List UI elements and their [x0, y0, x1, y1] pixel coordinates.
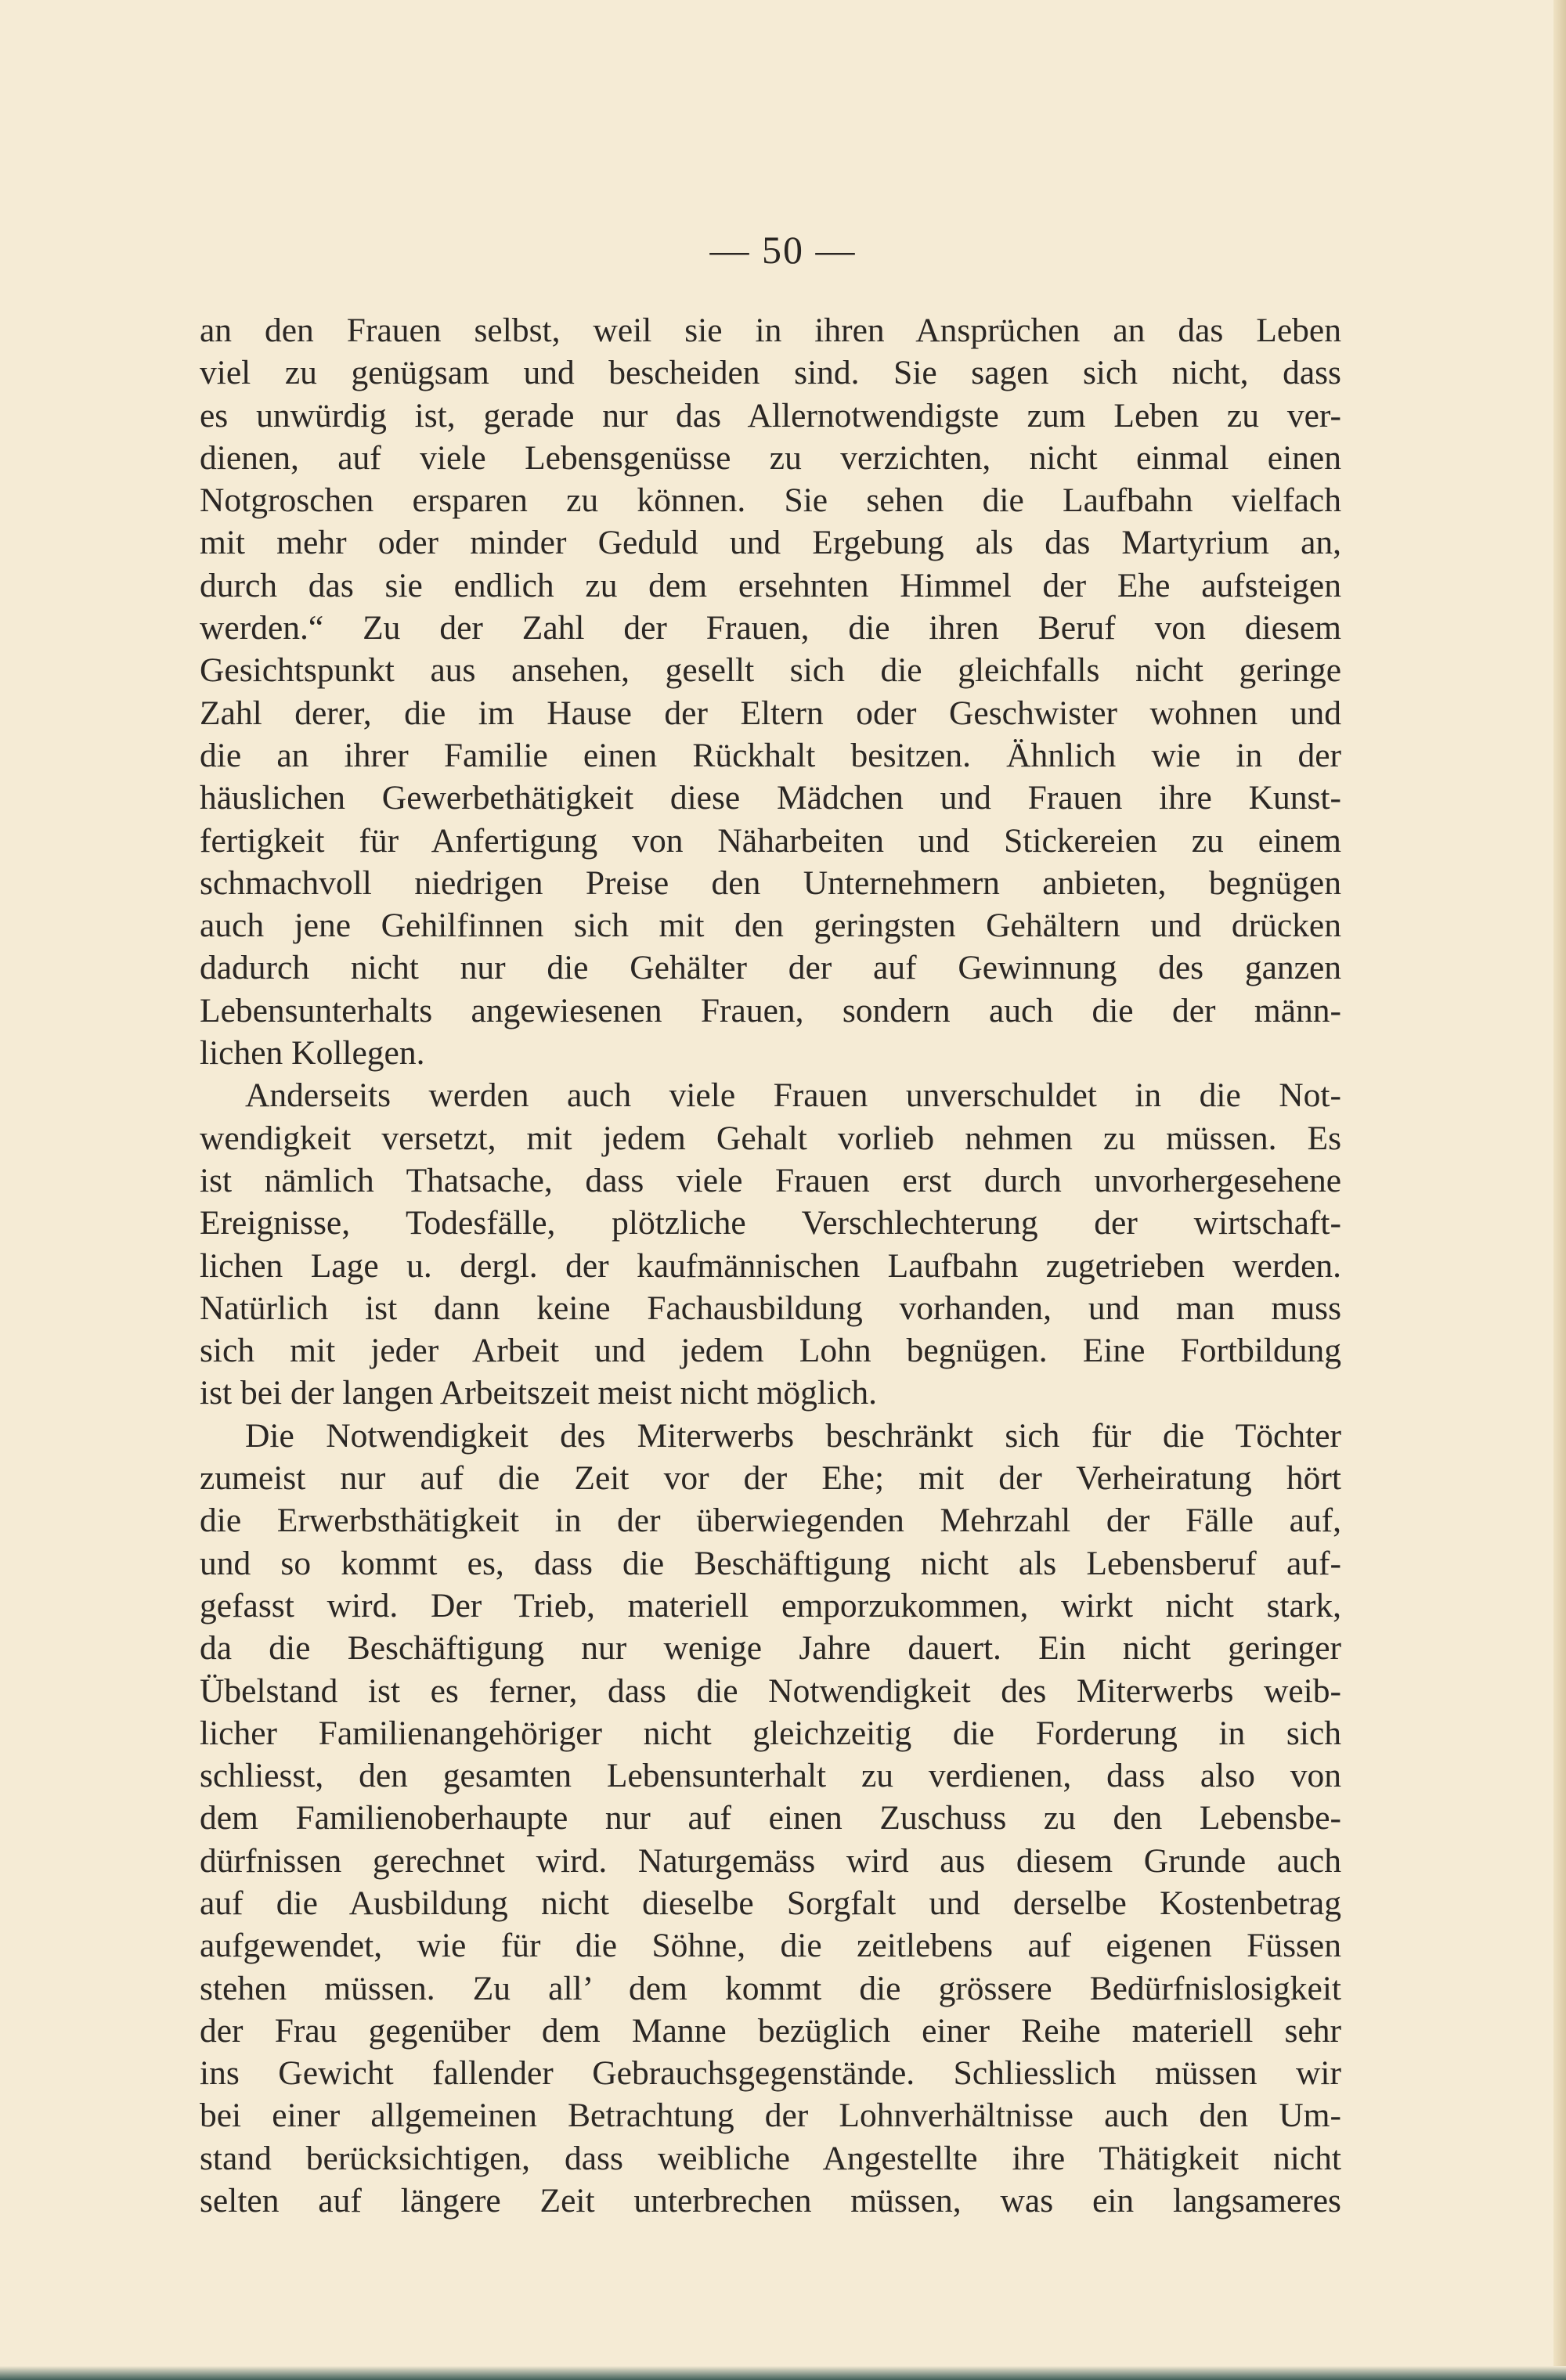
- text-line: lichen Kollegen.: [200, 1034, 425, 1073]
- page-edge-right: [1553, 0, 1566, 2380]
- text-line: auch jene Gehilfinnen sich mit den geringsten Gehältern und drücken: [200, 907, 1341, 945]
- text-line: häuslichen Gewerbethätigkeit diese Mädchen und Frauen ihre Kunst-: [200, 779, 1341, 817]
- text-line: die Erwerbsthätigkeit in der überwiegenden Mehrzahl der Fälle auf,: [200, 1502, 1341, 1540]
- text-line: schmachvoll niedrigen Preise den Unternehmern anbieten, begnügen: [200, 864, 1341, 902]
- text-line: Lebensunterhalts angewiesenen Frauen, sondern auch die der männ-: [200, 991, 1341, 1030]
- text-line: durch das sie endlich zu dem ersehnten Himmel der Ehe aufsteigen: [200, 566, 1341, 604]
- text-line: dienen, auf viele Lebensgenüsse zu verzichten, nicht einmal einen: [200, 438, 1341, 477]
- text-line: dadurch nicht nur die Gehälter der auf Gewinnung des ganzen: [200, 949, 1341, 987]
- text-line: sich mit jeder Arbeit und jedem Lohn begnügen. Eine Fortbildung: [200, 1332, 1341, 1370]
- paragraph-3: [200, 1415, 1341, 2223]
- text-line: werden.“ Zu der Zahl der Frauen, die ihren Beruf von diesem: [200, 609, 1341, 647]
- text-line: lichen Lage u. dergl. der kaufmännischen Laufbahn zugetrieben werden.: [200, 1246, 1341, 1285]
- text-line: an den Frauen selbst, weil sie in ihren Ansprüchen an das Leben: [200, 312, 1341, 349]
- body-text: [200, 309, 1341, 2222]
- text-line: zumeist nur auf die Zeit vor der Ehe; mit der Verheiratung hört: [200, 1459, 1341, 1498]
- text-line: auf die Ausbildung nicht dieselbe Sorgfalt und derselbe Kostenbetrag: [200, 1884, 1341, 1922]
- text-line: der Frau gegenüber dem Manne bezüglich einer Reihe materiell sehr: [200, 2011, 1341, 2050]
- text-line: Anderseits werden auch viele Frauen unverschuldet in die Not-: [245, 1076, 1341, 1115]
- text-line: Die Notwendigkeit des Miterwerbs beschränkt sich für die Töchter: [245, 1416, 1341, 1455]
- text-line: Ereignisse, Todesfälle, plötzliche Verschlechterung der wirtschaft-: [200, 1204, 1341, 1242]
- text-line: viel zu genügsam und bescheiden sind. Sie sagen sich nicht, dass: [200, 354, 1341, 392]
- text-line: fertigkeit für Anfertigung von Näharbeiten und Stickereien zu einem: [200, 821, 1341, 860]
- text-line: Zahl derer, die im Hause der Eltern oder Geschwister wohnen und: [200, 694, 1341, 732]
- text-line: gefasst wird. Der Trieb, materiell emporzukommen, wirkt nicht stark,: [200, 1586, 1341, 1625]
- page-edge-bottom: [0, 2366, 1566, 2380]
- paragraph-2: [200, 1074, 1341, 1414]
- paragraph-1: [200, 309, 1341, 1074]
- text-line: es unwürdig ist, gerade nur das Allernotwendigste zum Leben zu ver-: [200, 396, 1341, 435]
- text-line: bei einer allgemeinen Betrachtung der Lohnverhältnisse auch den Um-: [200, 2097, 1341, 2135]
- text-line: und so kommt es, dass die Beschäftigung nicht als Lebensberuf auf-: [200, 1544, 1341, 1582]
- text-line: Notgroschen ersparen zu können. Sie sehen die Laufbahn vielfach: [200, 481, 1341, 520]
- text-line: Gesichtspunkt aus ansehen, gesellt sich die gleichfalls nicht geringe: [200, 651, 1341, 690]
- page-number: — 50 —: [709, 228, 857, 272]
- text-line: ins Gewicht fallender Gebrauchsgegenstände. Schliesslich müssen wir: [200, 2054, 1341, 2093]
- text-line: Übelstand ist es ferner, dass die Notwendigkeit des Miterwerbs weib-: [200, 1671, 1341, 1710]
- text-line: mit mehr oder minder Geduld und Ergebung als das Martyrium an,: [200, 524, 1341, 562]
- text-line: aufgewendet, wie für die Söhne, die zeitlebens auf eigenen Füssen: [200, 1927, 1341, 1965]
- text-line: stehen müssen. Zu all’ dem kommt die grössere Bedürfnislosigkeit: [200, 1969, 1341, 2007]
- text-line: stand berücksichtigen, dass weibliche Angestellte ihre Thätigkeit nicht: [200, 2139, 1341, 2177]
- text-line: die an ihrer Familie einen Rückhalt besitzen. Ähnlich wie in der: [200, 736, 1341, 774]
- text-line: dürfnissen gerechnet wird. Naturgemäss wird aus diesem Grunde auch: [200, 1841, 1341, 1880]
- text-line: schliesst, den gesamten Lebensunterhalt zu verdienen, dass also von: [200, 1757, 1341, 1795]
- text-line: wendigkeit versetzt, mit jedem Gehalt vorlieb nehmen zu müssen. Es: [200, 1119, 1341, 1157]
- text-line: ist nämlich Thatsache, dass viele Frauen erst durch unvorhergesehene: [200, 1161, 1341, 1199]
- text-line: Natürlich ist dann keine Fachausbildung vorhanden, und man muss: [200, 1289, 1341, 1327]
- text-line: licher Familienangehöriger nicht gleichzeitig die Forderung in sich: [200, 1714, 1341, 1752]
- text-line: selten auf längere Zeit unterbrechen müssen, was ein langsameres: [200, 2182, 1341, 2220]
- text-line: da die Beschäftigung nur wenige Jahre dauert. Ein nicht geringer: [200, 1629, 1341, 1668]
- text-line: dem Familienoberhaupte nur auf einen Zuschuss zu den Lebensbe-: [200, 1799, 1341, 1837]
- text-line: ist bei der langen Arbeitszeit meist nicht möglich.: [200, 1374, 877, 1412]
